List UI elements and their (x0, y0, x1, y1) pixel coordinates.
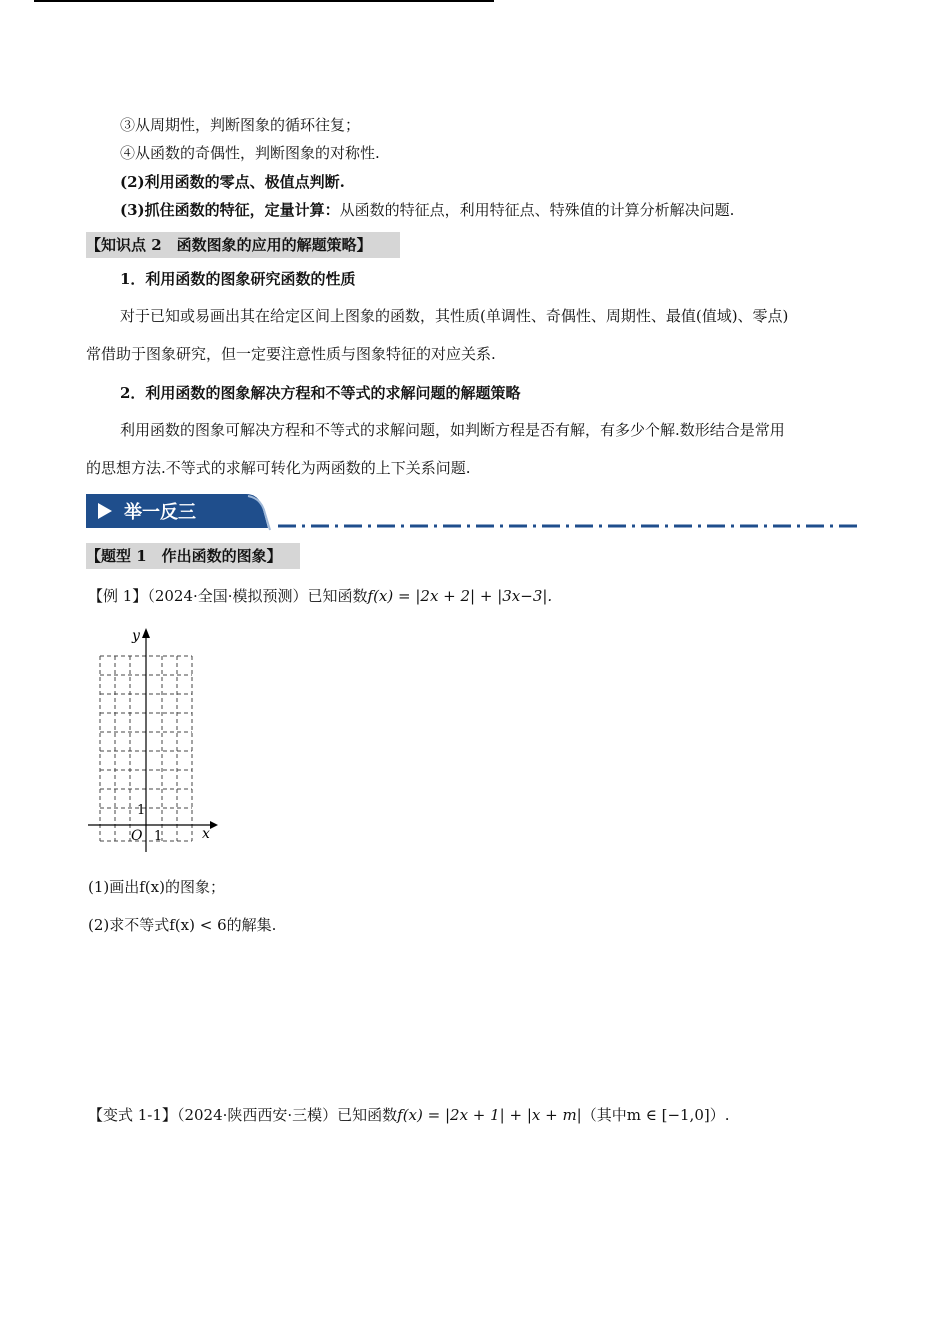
knowledge-sub2-line2: 的思想方法.不等式的求解可转化为两函数的上下关系问题. (86, 459, 471, 477)
x-unit-label: 1 (154, 829, 163, 844)
x-axis-arrow-icon (210, 821, 218, 829)
knowledge-sub2-line1: 利用函数的图象可解决方程和不等式的求解问题，如判断方程是否有解，有多少个解.数形结合是常用 (120, 421, 785, 439)
origin-label: O (131, 828, 143, 844)
example-1-statement (88, 585, 552, 606)
y-axis-label: y (132, 628, 140, 644)
y-axis-arrow-icon (142, 628, 150, 638)
practice-banner (86, 494, 866, 534)
variant-1-1-formula: f(x) = |2x + 1| + |x + m| (397, 1106, 582, 1124)
knowledge-sub1-line2: 常借助于图象研究，但一定要注意性质与图象特征的对应关系. (86, 345, 496, 363)
variant-1-1-condition: （其中m ∈ [−1,0]）. (581, 1106, 730, 1124)
method-line-4: ④从函数的奇偶性，判断图象的对称性. (120, 144, 380, 162)
knowledge-sub1-line1: 对于已知或易画出其在给定区间上图象的函数，其性质(单调性、奇偶性、周期性、最值(值域)、零点) (120, 307, 789, 325)
knowledge-sub2-paragraph (86, 411, 866, 487)
example-1-question-2: (2)求不等式f(x) < 6的解集. (88, 916, 277, 934)
example-1-formula: f(x) = |2x + 2| + |3x−3|. (367, 587, 553, 605)
method-point-3-rest: 从函数的特征点，利用特征点、特殊值的计算分析解决问题. (339, 201, 735, 219)
method-point-3-bold: (3)抓住函数的特征，定量计算： (120, 201, 340, 219)
variant-1-1-label: 【变式 1-1】 (88, 1106, 177, 1124)
banner-title: 举一反三 (124, 502, 196, 523)
method-line-3: ③从周期性，判断图象的循环往复； (120, 116, 361, 134)
y-unit-label: 1 (137, 803, 146, 818)
example-1-source: （2024·全国·模拟预测）已知函数 (147, 587, 368, 605)
knowledge-sub1-paragraph (86, 297, 866, 373)
top-rule (34, 0, 494, 2)
example-1-question-1: (1)画出f(x)的图象； (88, 878, 225, 896)
knowledge-point-2-header: 【知识点 2 函数图象的应用的解题策略】 (86, 232, 400, 258)
variant-1-1-statement (88, 1104, 730, 1125)
knowledge-sub1-title: 1．利用函数的图象研究函数的性质 (120, 270, 356, 288)
method-point-3 (120, 199, 734, 220)
type-1-header: 【题型 1 作出函数的图象】 (86, 543, 300, 569)
method-point-2: (2)利用函数的零点、极值点判断. (120, 173, 345, 191)
coordinate-grid (84, 622, 224, 858)
variant-1-1-source: （2024·陕西西安·三模）已知函数 (176, 1106, 398, 1124)
knowledge-sub2-title: 2．利用函数的图象解决方程和不等式的求解问题的解题策略 (120, 384, 521, 402)
x-axis-label: x (202, 826, 210, 842)
example-1-label: 【例 1】 (88, 587, 148, 605)
